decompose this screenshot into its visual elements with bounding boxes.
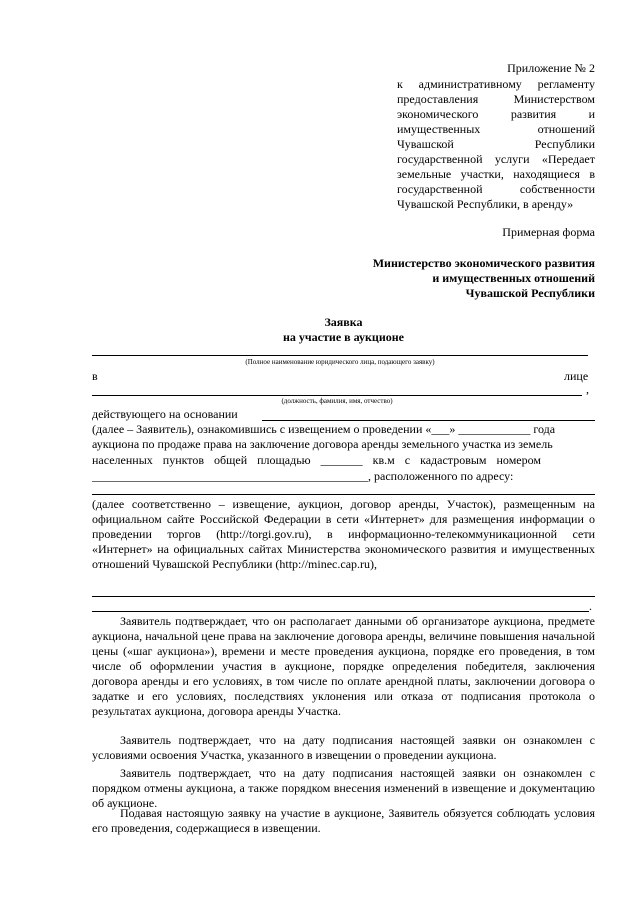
basis-label: действующего на основании — [92, 407, 238, 421]
paragraph-4: Подавая настоящую заявку на участие в аукционе, Заявитель обязуется соблюдать условия его проведения, содержащиеся в извещении. — [92, 806, 595, 835]
comma: , — [586, 382, 589, 396]
blank-line-1[interactable] — [92, 596, 595, 597]
v-label: в — [92, 369, 98, 383]
addressee-line1: Министерство экономического развития — [372, 256, 595, 270]
entity-name-line[interactable] — [92, 355, 588, 356]
blank-line-2[interactable] — [92, 611, 589, 612]
notice-line-b: аукциона по продаже права на заключение договора аренды земельного участка из земель — [92, 437, 553, 451]
notice-line-d: ______________________________________________, расположенного по адресу: — [92, 469, 514, 483]
appendix-text: к административному регламенту предоставления Министерством экономического развития и имущественных отношений Чувашской Республики государственной услуги «Передает земельные участки, находящиеся в государственной собственности Чувашской Республики, в аренду» — [397, 77, 595, 211]
address-line[interactable] — [92, 494, 595, 495]
approx-form-label: Примерная форма — [502, 225, 595, 239]
person-caption: (должность, фамилия, имя, отчество) — [281, 397, 393, 405]
addressee-line2: и имущественных отношений — [432, 271, 595, 285]
title-line1: Заявка — [324, 315, 363, 329]
notice-paragraph: (далее соответственно – извещение, аукцион, договор аренды, Участок), размещенным на официальном сайте Российской Федерации в сети «Интернет» для размещения информации о проведении торгов (http://torgi.gov.ru), в информационно-телекоммуникационной сети «Интернет» на официальных сайтах Министерства экономического развития и имущественных отношений Чувашской Республики (http://minec.cap.ru), — [92, 497, 595, 571]
notice-line-a: (далее – Заявитель), ознакомившись с извещением о проведении «___» ____________ года — [92, 422, 556, 436]
notice-line-c: населенных пунктов общей площадью _______ кв.м с кадастровым номером — [92, 453, 541, 467]
title-line2: на участие в аукционе — [283, 330, 404, 344]
paragraph-1: Заявитель подтверждает, что он располагает данными об организаторе аукциона, предмете аукциона, начальной цене права на заключение договора аренды, величине повышения начальной цены («шаг аукциона»), времени и месте проведения аукциона, порядке его проведения, в том числе об оформлении участия в аукционе, порядке определения победителя, заключения договора аренды и его условиях, в том числе по оплате арендной платы, заключении договора о задатке и его условиях, последствиях уклонения или отказа от подписания протокола о результатах аукциона, договора аренды Участка. — [92, 614, 595, 718]
appendix-number: Приложение № 2 — [507, 61, 595, 75]
entity-caption: (Полное наименование юридического лица, подающего заявку) — [245, 358, 435, 366]
person-line[interactable] — [92, 395, 582, 396]
paragraph-2: Заявитель подтверждает, что на дату подписания настоящей заявки он ознакомлен с условиями освоения Участка, указанного в извещении о проведении аукциона. — [92, 733, 595, 762]
litse-label: лице — [564, 369, 589, 383]
paragraph-3: Заявитель подтверждает, что на дату подписания настоящей заявки он ознакомлен с порядком отмены аукциона, а также порядком внесения изменений в извещение и документацию об аукционе. — [92, 766, 595, 810]
period: . — [589, 599, 592, 613]
addressee-line3: Чувашской Республики — [465, 286, 595, 300]
basis-line[interactable] — [262, 420, 595, 421]
